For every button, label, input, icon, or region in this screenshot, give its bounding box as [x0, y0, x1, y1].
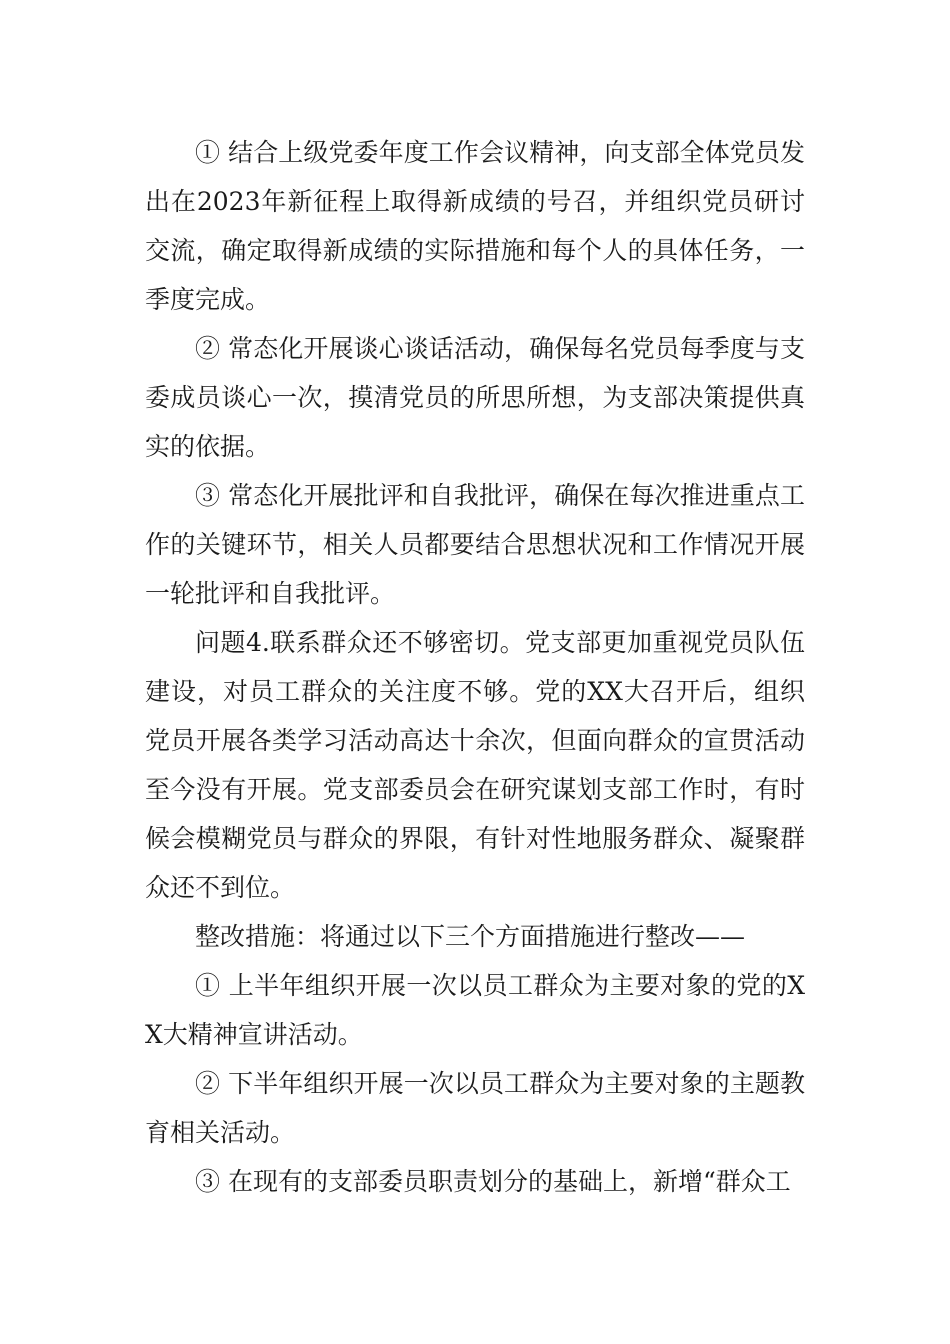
paragraph-rectification-2: ② 下半年组织开展一次以员工群众为主要对象的主题教育相关活动。	[145, 1069, 805, 1147]
paragraph-measure-2: ② 常态化开展谈心谈话活动，确保每名党员每季度与支委成员谈心一次，摸清党员的所思所想，为支部决策提供真实的依据。	[145, 334, 805, 461]
paragraph-issue-4: 问题4.联系群众还不够密切。党支部更加重视党员队伍建设，对员工群众的关注度不够。党的XX大召开后，组织党员开展各类学习活动高达十余次，但面向群众的宣贯活动至今没有开展。党支部委员会在研究谋划支部工作时，有时候会模糊党员与群众的界限，有针对性地服务群众、凝聚群众还不到位。	[145, 628, 805, 902]
paragraph-rectification-1: ① 上半年组织开展一次以员工群众为主要对象的党的XX大精神宣讲活动。	[145, 971, 805, 1049]
paragraph-rectification-intro: 整改措施：将通过以下三个方面措施进行整改——	[195, 922, 746, 951]
paragraph-measure-1: ① 结合上级党委年度工作会议精神，向支部全体党员发出在2023年新征程上取得新成绩的号召，并组织党员研讨交流，确定取得新成绩的实际措施和每个人的具体任务，一季度完成。	[145, 138, 805, 314]
paragraph-measure-3: ③ 常态化开展批评和自我批评，确保在每次推进重点工作的关键环节，相关人员都要结合思想状况和工作情况开展一轮批评和自我批评。	[145, 481, 805, 608]
paragraph-rectification-3: ③ 在现有的支部委员职责划分的基础上，新增“群众工	[195, 1167, 791, 1196]
document-body	[145, 128, 805, 1206]
